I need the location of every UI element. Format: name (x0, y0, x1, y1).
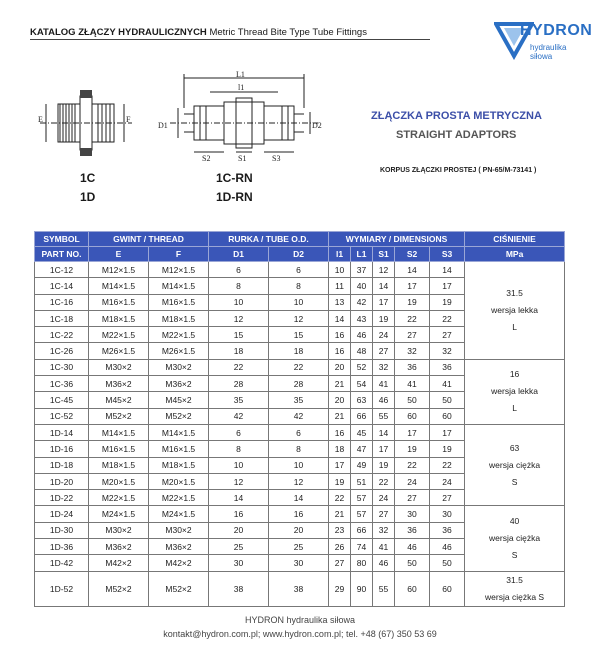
table-cell: M22×1.5 (89, 327, 149, 343)
drawing-1c-1d (36, 86, 136, 158)
table-cell: 16 (329, 424, 351, 440)
table-cell: M14×1.5 (149, 424, 209, 440)
table-header-row-top (35, 232, 565, 247)
table-cell: M36×2 (149, 376, 209, 392)
table-cell: 22 (395, 457, 430, 473)
part-number-cell: 1C-26 (35, 343, 89, 359)
table-cell: M30×2 (89, 522, 149, 538)
table-cell: M36×2 (89, 376, 149, 392)
table-cell: M42×2 (149, 555, 209, 571)
table-cell: 74 (351, 539, 373, 555)
catalog-header (30, 27, 367, 38)
table-cell: 47 (351, 441, 373, 457)
table-cell: M45×2 (89, 392, 149, 408)
table-cell: 24 (395, 473, 430, 489)
col-header-s2: S2 (395, 247, 430, 262)
table-cell: 37 (351, 262, 373, 278)
table-cell: 50 (395, 555, 430, 571)
pressure-cell (465, 359, 565, 424)
table-cell: 32 (430, 343, 465, 359)
pressure-cell (465, 506, 565, 571)
table-cell: 27 (373, 343, 395, 359)
part-number-cell: 1D-14 (35, 424, 89, 440)
table-cell: M14×1.5 (89, 278, 149, 294)
table-cell: 8 (269, 441, 329, 457)
table-cell: 6 (269, 262, 329, 278)
part-number-cell: 1C-30 (35, 359, 89, 375)
pressure-line: 40 (509, 516, 520, 527)
table-cell: 17 (329, 457, 351, 473)
table-cell: 6 (269, 424, 329, 440)
table-cell: M30×2 (149, 522, 209, 538)
table-cell: M52×2 (149, 408, 209, 424)
col-header-pressure: CIŚNIENIE (465, 232, 565, 247)
col-header-e: E (89, 247, 149, 262)
table-cell: 22 (329, 490, 351, 506)
table-row (35, 359, 565, 375)
table-cell: 20 (329, 392, 351, 408)
table-cell: 18 (329, 441, 351, 457)
table-cell: M16×1.5 (89, 294, 149, 310)
part-number-cell: 1C-36 (35, 376, 89, 392)
table-cell: M18×1.5 (149, 310, 209, 326)
model-label-1d: 1D (80, 190, 96, 204)
table-cell: 10 (269, 457, 329, 473)
table-cell: 6 (209, 262, 269, 278)
table-cell: 13 (329, 294, 351, 310)
table-cell: 22 (269, 359, 329, 375)
table-cell: 27 (395, 327, 430, 343)
dim-label-d1: D1 (158, 121, 168, 130)
part-number-cell: 1D-42 (35, 555, 89, 571)
header-rule (30, 39, 430, 40)
table-cell: 43 (351, 310, 373, 326)
table-cell: 41 (430, 376, 465, 392)
table-row (35, 571, 565, 606)
table-cell: 41 (373, 376, 395, 392)
table-cell: M22×1.5 (89, 490, 149, 506)
footer-company: HYDRON hydraulika siłowa (244, 615, 356, 625)
table-cell: 15 (209, 327, 269, 343)
spec-table-body (35, 262, 565, 607)
spec-table (34, 231, 565, 607)
pressure-line: L (512, 321, 517, 332)
table-cell: 22 (395, 310, 430, 326)
table-cell: 46 (373, 555, 395, 571)
table-cell: 12 (373, 262, 395, 278)
table-cell: M14×1.5 (149, 278, 209, 294)
col-header-thread: GWINT / THREAD (89, 232, 209, 247)
table-cell: 20 (209, 522, 269, 538)
table-cell: 27 (395, 490, 430, 506)
table-cell: 30 (430, 506, 465, 522)
part-number-cell: 1C-16 (35, 294, 89, 310)
table-cell: 20 (329, 359, 351, 375)
table-cell: 46 (351, 327, 373, 343)
table-cell: M30×2 (89, 359, 149, 375)
catalog-subtitle: Metric Thread Bite Type Tube Fittings (209, 27, 367, 38)
table-cell: 19 (430, 294, 465, 310)
table-cell: 8 (209, 441, 269, 457)
table-cell: M52×2 (149, 571, 209, 606)
table-cell: 20 (269, 522, 329, 538)
table-cell: 10 (269, 294, 329, 310)
table-cell: M24×1.5 (149, 506, 209, 522)
part-number-cell: 1C-52 (35, 408, 89, 424)
table-row (35, 506, 565, 522)
footer-contact: kontakt@hydron.com.pl; www.hydron.com.pl; tel. +48 (67) 350 53 69 (163, 629, 437, 639)
table-cell: 28 (269, 376, 329, 392)
table-cell: 24 (373, 327, 395, 343)
table-cell: 38 (269, 571, 329, 606)
table-cell: 14 (395, 262, 430, 278)
table-cell: M18×1.5 (89, 457, 149, 473)
table-cell: 26 (329, 539, 351, 555)
table-cell: 19 (373, 310, 395, 326)
table-cell: M12×1.5 (149, 262, 209, 278)
table-cell: 22 (373, 473, 395, 489)
table-cell: M18×1.5 (149, 457, 209, 473)
table-cell: 17 (373, 294, 395, 310)
table-cell: 14 (373, 278, 395, 294)
table-cell: 63 (351, 392, 373, 408)
table-cell: 36 (395, 522, 430, 538)
model-label-1c: 1C (80, 171, 96, 185)
pressure-line: wersja ciężka (489, 459, 541, 470)
table-cell: 38 (209, 571, 269, 606)
col-header-part-no: PART NO. (35, 247, 89, 262)
table-cell: 66 (351, 522, 373, 538)
table-cell: 19 (395, 294, 430, 310)
part-number-cell: 1D-22 (35, 490, 89, 506)
table-cell: M22×1.5 (149, 327, 209, 343)
pressure-line: S (511, 476, 518, 487)
table-cell: 49 (351, 457, 373, 473)
part-number-cell: 1C-18 (35, 310, 89, 326)
table-cell: 60 (430, 571, 465, 606)
table-cell: M16×1.5 (89, 441, 149, 457)
table-cell: 50 (430, 392, 465, 408)
catalog-title: KATALOG ZŁĄCZY HYDRAULICZNYCH (30, 27, 207, 38)
table-cell: 51 (351, 473, 373, 489)
table-cell: 48 (351, 343, 373, 359)
col-header-f: F (149, 247, 209, 262)
table-cell: 27 (373, 506, 395, 522)
table-cell: 32 (373, 522, 395, 538)
table-cell: 46 (395, 539, 430, 555)
table-cell: 14 (430, 262, 465, 278)
hydron-logo (494, 16, 593, 66)
table-cell: 25 (209, 539, 269, 555)
table-cell: 46 (430, 539, 465, 555)
table-cell: 17 (430, 424, 465, 440)
table-cell: 42 (351, 294, 373, 310)
table-cell: M18×1.5 (89, 310, 149, 326)
table-cell: M42×2 (89, 555, 149, 571)
table-cell: 24 (373, 490, 395, 506)
table-cell: 19 (395, 441, 430, 457)
table-cell: M26×1.5 (89, 343, 149, 359)
table-header-row-sub (35, 247, 565, 262)
part-number-cell: 1D-30 (35, 522, 89, 538)
col-header-s3: S3 (430, 247, 465, 262)
col-header-d2: D2 (269, 247, 329, 262)
table-cell: 21 (329, 376, 351, 392)
table-cell: 18 (269, 343, 329, 359)
table-cell: 21 (329, 408, 351, 424)
dim-label-f: F (126, 115, 131, 124)
pressure-line: wersja lekka (491, 386, 538, 397)
pressure-line: 16 (509, 369, 520, 380)
table-cell: 32 (395, 343, 430, 359)
table-cell: M36×2 (89, 539, 149, 555)
table-cell: 28 (209, 376, 269, 392)
table-cell: 45 (351, 424, 373, 440)
part-number-cell: 1D-18 (35, 457, 89, 473)
table-cell: 42 (269, 408, 329, 424)
pressure-line: wersja ciężka S (485, 591, 545, 602)
table-cell: M12×1.5 (89, 262, 149, 278)
col-header-l1-small: l1 (329, 247, 351, 262)
pressure-cell (465, 262, 565, 360)
part-number-cell: 1C-22 (35, 327, 89, 343)
pressure-line: 31.5 (506, 574, 523, 585)
table-cell: 41 (395, 376, 430, 392)
pressure-line: 31.5 (506, 287, 523, 298)
table-cell: 30 (395, 506, 430, 522)
dim-label-s1: S1 (238, 154, 247, 163)
table-cell: M16×1.5 (149, 441, 209, 457)
part-number-cell: 1D-36 (35, 539, 89, 555)
table-cell: 19 (430, 441, 465, 457)
model-label-1d-rn: 1D-RN (216, 190, 253, 204)
table-cell: M20×1.5 (149, 473, 209, 489)
table-cell: 60 (430, 408, 465, 424)
table-cell: 27 (329, 555, 351, 571)
standard-note: KORPUS ZŁĄCZKI PROSTEJ ( PN-65/M-73141 ) (380, 167, 537, 174)
table-cell: 55 (373, 408, 395, 424)
table-cell: 35 (209, 392, 269, 408)
pressure-line: wersja lekka (491, 304, 538, 315)
table-cell: 21 (329, 506, 351, 522)
pressure-cell (465, 424, 565, 505)
table-cell: 54 (351, 376, 373, 392)
table-cell: 22 (430, 457, 465, 473)
table-cell: 52 (351, 359, 373, 375)
table-cell: 32 (373, 359, 395, 375)
table-cell: 35 (269, 392, 329, 408)
table-cell: 29 (329, 571, 351, 606)
table-cell: 42 (209, 408, 269, 424)
table-cell: 12 (209, 310, 269, 326)
table-row (35, 262, 565, 278)
table-cell: 17 (430, 278, 465, 294)
col-header-s1: S1 (373, 247, 395, 262)
table-cell: 23 (329, 522, 351, 538)
pressure-cell (465, 571, 565, 606)
table-cell: 24 (430, 473, 465, 489)
table-cell: 50 (395, 392, 430, 408)
col-header-dimensions: WYMIARY / DIMENSIONS (329, 232, 465, 247)
table-cell: 22 (209, 359, 269, 375)
table-cell: M26×1.5 (149, 343, 209, 359)
table-cell: 55 (373, 571, 395, 606)
pressure-line: L (512, 403, 517, 414)
table-cell: 16 (209, 506, 269, 522)
table-cell: 16 (329, 343, 351, 359)
dim-label-l1-lower: l1 (238, 83, 245, 92)
table-cell: 36 (395, 359, 430, 375)
table-cell: M20×1.5 (89, 473, 149, 489)
table-cell: 15 (269, 327, 329, 343)
table-cell: 14 (329, 310, 351, 326)
table-cell: 30 (209, 555, 269, 571)
table-cell: 17 (395, 278, 430, 294)
table-row (35, 424, 565, 440)
table-cell: 57 (351, 506, 373, 522)
table-cell: 46 (373, 392, 395, 408)
table-cell: 66 (351, 408, 373, 424)
col-header-symbol: SYMBOL (35, 232, 89, 247)
table-cell: M30×2 (149, 359, 209, 375)
table-cell: 10 (329, 262, 351, 278)
table-cell: M16×1.5 (149, 294, 209, 310)
table-cell: M36×2 (149, 539, 209, 555)
product-title-en: STRAIGHT ADAPTORS (396, 129, 517, 141)
table-cell: 14 (373, 424, 395, 440)
part-number-cell: 1C-12 (35, 262, 89, 278)
col-header-l1: L1 (351, 247, 373, 262)
table-cell: 19 (373, 457, 395, 473)
table-cell: 14 (209, 490, 269, 506)
table-cell: 16 (329, 327, 351, 343)
table-cell: 60 (395, 408, 430, 424)
logo-subtitle: hydraulika siłowa (530, 43, 567, 61)
part-number-cell: 1D-20 (35, 473, 89, 489)
table-cell: 12 (209, 473, 269, 489)
dim-label-s3: S3 (272, 154, 281, 163)
col-header-mpa: MPa (465, 247, 565, 262)
table-cell: 17 (395, 424, 430, 440)
part-number-cell: 1D-24 (35, 506, 89, 522)
table-cell: M24×1.5 (89, 506, 149, 522)
model-label-1c-rn: 1C-RN (216, 171, 253, 185)
table-cell: 22 (430, 310, 465, 326)
dim-label-l1-upper: L1 (236, 70, 245, 79)
table-cell: M52×2 (89, 571, 149, 606)
table-cell: 8 (269, 278, 329, 294)
dim-label-d2: D2 (312, 121, 322, 130)
part-number-cell: 1C-45 (35, 392, 89, 408)
table-cell: 80 (351, 555, 373, 571)
part-number-cell: 1D-52 (35, 571, 89, 606)
table-cell: 6 (209, 424, 269, 440)
table-cell: M52×2 (89, 408, 149, 424)
table-cell: M14×1.5 (89, 424, 149, 440)
pressure-line: 63 (509, 442, 520, 453)
table-cell: M45×2 (149, 392, 209, 408)
table-cell: 12 (269, 473, 329, 489)
table-cell: 25 (269, 539, 329, 555)
table-cell: 50 (430, 555, 465, 571)
product-title-pl: ZŁĄCZKA PROSTA METRYCZNA (371, 110, 542, 122)
dim-label-e: E (38, 115, 43, 124)
part-number-cell: 1D-16 (35, 441, 89, 457)
dim-label-s2: S2 (202, 154, 211, 163)
table-cell: 36 (430, 522, 465, 538)
table-cell: 27 (430, 327, 465, 343)
table-cell: 17 (373, 441, 395, 457)
table-cell: 40 (351, 278, 373, 294)
table-cell: 11 (329, 278, 351, 294)
table-cell: M22×1.5 (149, 490, 209, 506)
table-cell: 57 (351, 490, 373, 506)
table-cell: 8 (209, 278, 269, 294)
table-cell: 12 (269, 310, 329, 326)
table-cell: 41 (373, 539, 395, 555)
table-cell: 14 (269, 490, 329, 506)
table-cell: 30 (269, 555, 329, 571)
logo-name: HYDRON (520, 22, 593, 39)
drawing-1c-rn-1d-rn (154, 68, 334, 164)
table-cell: 10 (209, 294, 269, 310)
table-cell: 90 (351, 571, 373, 606)
table-cell: 27 (430, 490, 465, 506)
part-number-cell: 1C-14 (35, 278, 89, 294)
col-header-tube: RURKA / TUBE O.D. (209, 232, 329, 247)
table-cell: 16 (269, 506, 329, 522)
table-cell: 36 (430, 359, 465, 375)
table-cell: 60 (395, 571, 430, 606)
table-cell: 10 (209, 457, 269, 473)
col-header-d1: D1 (209, 247, 269, 262)
table-cell: 18 (209, 343, 269, 359)
pressure-line: S (511, 550, 518, 561)
table-cell: 19 (329, 473, 351, 489)
pressure-line: wersja ciężka (489, 533, 541, 544)
